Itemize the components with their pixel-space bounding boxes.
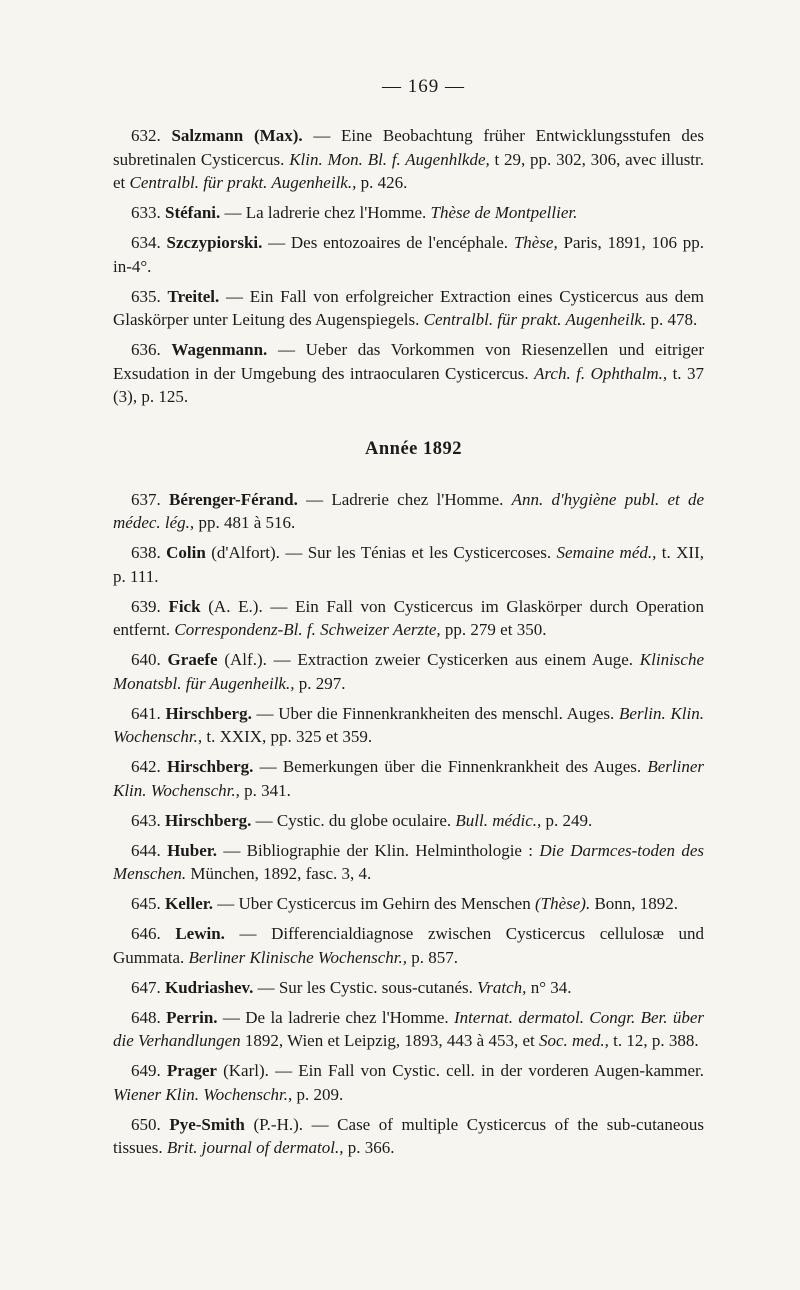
entry-text: — Ein Fall von erfolgreicher Extraction eines Cysticercus aus dem Glaskörper unter Leitung des Augenspiegels.: [113, 286, 704, 329]
entry-text: — Bibliographie der Klin. Helminthologie :: [217, 840, 540, 860]
entry-author: Colin: [166, 543, 206, 562]
entry-source: Soc. med.,: [539, 1031, 609, 1050]
entry-source: Internat. dermatol. Congr. Ber. über die Verhandlungen: [113, 1007, 704, 1050]
entry-author: Graefe: [167, 650, 218, 669]
entry-author: Szczypiorski.: [166, 233, 263, 252]
entry-text: t 29, pp. 302, 306, avec illustr. et: [113, 149, 705, 192]
entry-text: Bonn, 1892.: [590, 894, 679, 913]
entry-source: Centralbl. für prakt. Augenheilk.,: [129, 173, 357, 192]
entry-source: (Thèse).: [534, 894, 591, 913]
bibliography-entry: [113, 809, 704, 833]
entry-source: Bull. médic.,: [455, 810, 542, 830]
entry-source: Centralbl. für prakt. Augenheilk.: [423, 310, 647, 329]
entry-source: Berliner Klinische Wochenschr.,: [188, 947, 407, 967]
bibliography-entry: [113, 976, 704, 1000]
bibliography-entry: [113, 595, 704, 642]
entry-source: Wiener Klin. Wochenschr.,: [113, 1084, 293, 1104]
entry-source: Ann. d'hygiène publ. et de médec. lég.,: [113, 489, 704, 532]
bibliography-entry: [113, 488, 704, 535]
entry-text: München, 1892, fasc. 3, 4.: [186, 864, 372, 883]
bibliography-entry: [113, 922, 704, 969]
entry-author: Kudriashev.: [165, 977, 254, 997]
entry-author: Fick: [168, 596, 201, 616]
entry-text: t. XXIX, pp. 325 et 359.: [202, 727, 373, 746]
entry-source: Klinische Monatsbl. für Augenheilk.,: [113, 650, 705, 693]
entry-text: (P.-H.). — Case of multiple Cysticercus of the sub-cutaneous tissues.: [113, 1114, 704, 1157]
entry-source: Correspondenz-Bl. f. Schweizer Aerzte,: [174, 620, 441, 639]
entry-number: 634.: [131, 233, 161, 252]
entry-text: p. 341.: [239, 780, 291, 800]
year-heading: Année 1892: [365, 438, 462, 459]
bibliography-entry: [113, 338, 704, 409]
entry-text: — Cystic. du globe oculaire.: [251, 810, 456, 830]
entry-text: p. 249.: [541, 810, 593, 830]
entry-number: 639.: [131, 596, 161, 616]
entry-author: Hirschberg.: [166, 757, 254, 776]
entry-author: Prager: [166, 1061, 217, 1080]
entry-source: Berliner Klin. Wochenschr.,: [113, 757, 705, 800]
entry-number: 644.: [131, 840, 161, 860]
bibliography-entry: [113, 839, 704, 886]
entry-text: p. 478.: [646, 310, 698, 329]
entry-text: — La ladrerie chez l'Homme.: [220, 203, 431, 222]
entry-number: 647.: [131, 977, 161, 997]
entry-text: p. 209.: [292, 1084, 344, 1104]
bibliography-entry: [113, 755, 704, 802]
bibliography-entry: [113, 285, 704, 332]
entry-text: — Differencialdiagnose zwischen Cysticercus cellulosæ und Gummata.: [113, 924, 705, 967]
entry-text: — Bemerkungen über die Finnenkrankheit des Auges.: [253, 757, 648, 776]
bibliography-entry: [113, 231, 704, 278]
entry-number: 642.: [131, 757, 161, 776]
entry-source: Thèse de Montpellier.: [430, 203, 578, 222]
entry-text: — Sur les Cystic. sous-cutanés.: [253, 977, 478, 997]
entry-text: — Uber Cysticercus im Gehirn des Menschen: [213, 894, 535, 913]
entry-number: 637.: [131, 489, 161, 509]
entry-author: Treitel.: [167, 286, 220, 306]
entry-author: Hirschberg.: [165, 810, 252, 830]
entry-text: (d'Alfort). — Sur les Ténias et les Cysticercoses.: [205, 543, 557, 562]
entry-number: 640.: [131, 650, 161, 669]
entry-text: pp. 279 et 350.: [440, 620, 547, 639]
entry-text: p. 366.: [343, 1138, 395, 1157]
entry-text: — Uber die Finnenkrankheiten des menschl. Auges.: [251, 703, 620, 723]
entry-text: t. 12, p. 388.: [608, 1031, 699, 1050]
entry-number: 641.: [131, 703, 161, 723]
bibliography-entry: [113, 1059, 704, 1106]
entry-source: Arch. f. Ophthalm.,: [534, 363, 668, 383]
entry-text: (A. E.). — Ein Fall von Cysticercus im Glaskörper durch Operation entfernt.: [113, 596, 704, 639]
entry-number: 650.: [131, 1114, 161, 1134]
entry-text: n° 34.: [526, 977, 572, 997]
entry-source: Vratch,: [477, 977, 527, 997]
entry-source: Klin. Mon. Bl. f. Augenhlkde,: [289, 149, 490, 169]
bibliography-entry: [113, 702, 704, 749]
entry-text: p. 857.: [407, 947, 458, 967]
entry-text: p. 297.: [294, 673, 346, 693]
entry-number: 648.: [131, 1007, 161, 1027]
entry-source: Die Darmces-toden des Menschen.: [113, 840, 705, 883]
entry-number: 635.: [131, 286, 161, 306]
bibliography-entry: [113, 648, 704, 695]
entry-author: Hirschberg.: [165, 703, 252, 723]
entry-author: Stéfani.: [165, 203, 221, 222]
entry-number: 643.: [131, 810, 161, 830]
entry-source: Brit. journal of dermatol.,: [166, 1138, 344, 1157]
entry-author: Lewin.: [175, 924, 225, 943]
entry-text: pp. 481 à 516.: [194, 513, 296, 532]
entry-author: Wagenmann.: [171, 340, 268, 359]
bibliography-entry: [113, 541, 704, 588]
entry-text: p. 426.: [356, 173, 408, 192]
bibliography-entry: [113, 1006, 704, 1053]
entry-number: 646.: [131, 924, 161, 943]
entry-text: — De la ladrerie chez l'Homme.: [217, 1007, 455, 1027]
entry-text: t. XII, p. 111.: [113, 543, 705, 586]
entry-source: Semaine méd.,: [556, 543, 657, 562]
entry-text: (Alf.). — Extraction zweier Cysticerken aus einem Auge.: [217, 650, 640, 669]
entry-text: 1892, Wien et Leipzig, 1893, 443 à 453, et: [240, 1031, 539, 1050]
bibliography-entry: [113, 892, 704, 916]
entry-number: 636.: [131, 340, 161, 359]
entry-number: 645.: [131, 894, 161, 913]
bibliography-list: [113, 124, 704, 1160]
entry-text: — Des entozoaires de l'encéphale.: [262, 233, 514, 252]
entry-author: Huber.: [167, 840, 217, 860]
entry-number: 649.: [131, 1061, 161, 1080]
entry-text: — Ueber das Vorkommen von Riesenzellen und eitriger Exsudation in der Umgebung des intraocularen Cysticercus.: [113, 340, 705, 383]
entry-number: 633.: [131, 203, 161, 222]
entry-number: 632.: [131, 126, 161, 145]
bibliography-entry: [113, 124, 704, 195]
entry-author: Salzmann (Max).: [171, 126, 303, 145]
entry-text: — Eine Beobachtung früher Entwicklungsstufen des subretinalen Cysticercus.: [113, 126, 704, 169]
entry-text: t. 37 (3), p. 125.: [113, 363, 704, 406]
entry-author: Pye-Smith: [169, 1114, 245, 1134]
entry-text: — Ladrerie chez l'Homme.: [297, 489, 512, 509]
bibliography-entry: [113, 1113, 704, 1160]
entry-author: Bérenger-Férand.: [169, 489, 298, 509]
entry-text: (Karl). — Ein Fall von Cystic. cell. in der vorderen Augen-kammer.: [216, 1061, 705, 1080]
entry-author: Keller.: [165, 894, 213, 913]
entry-author: Perrin.: [166, 1007, 218, 1027]
entry-source: Berlin. Klin. Wochenschr.,: [113, 703, 704, 746]
entry-text: Paris, 1891, 106 pp. in-4°.: [113, 233, 705, 276]
bibliography-entry: [113, 201, 704, 225]
entry-source: Thèse,: [513, 233, 558, 252]
page-number: — 169 —: [382, 76, 465, 97]
entry-number: 638.: [131, 543, 161, 562]
